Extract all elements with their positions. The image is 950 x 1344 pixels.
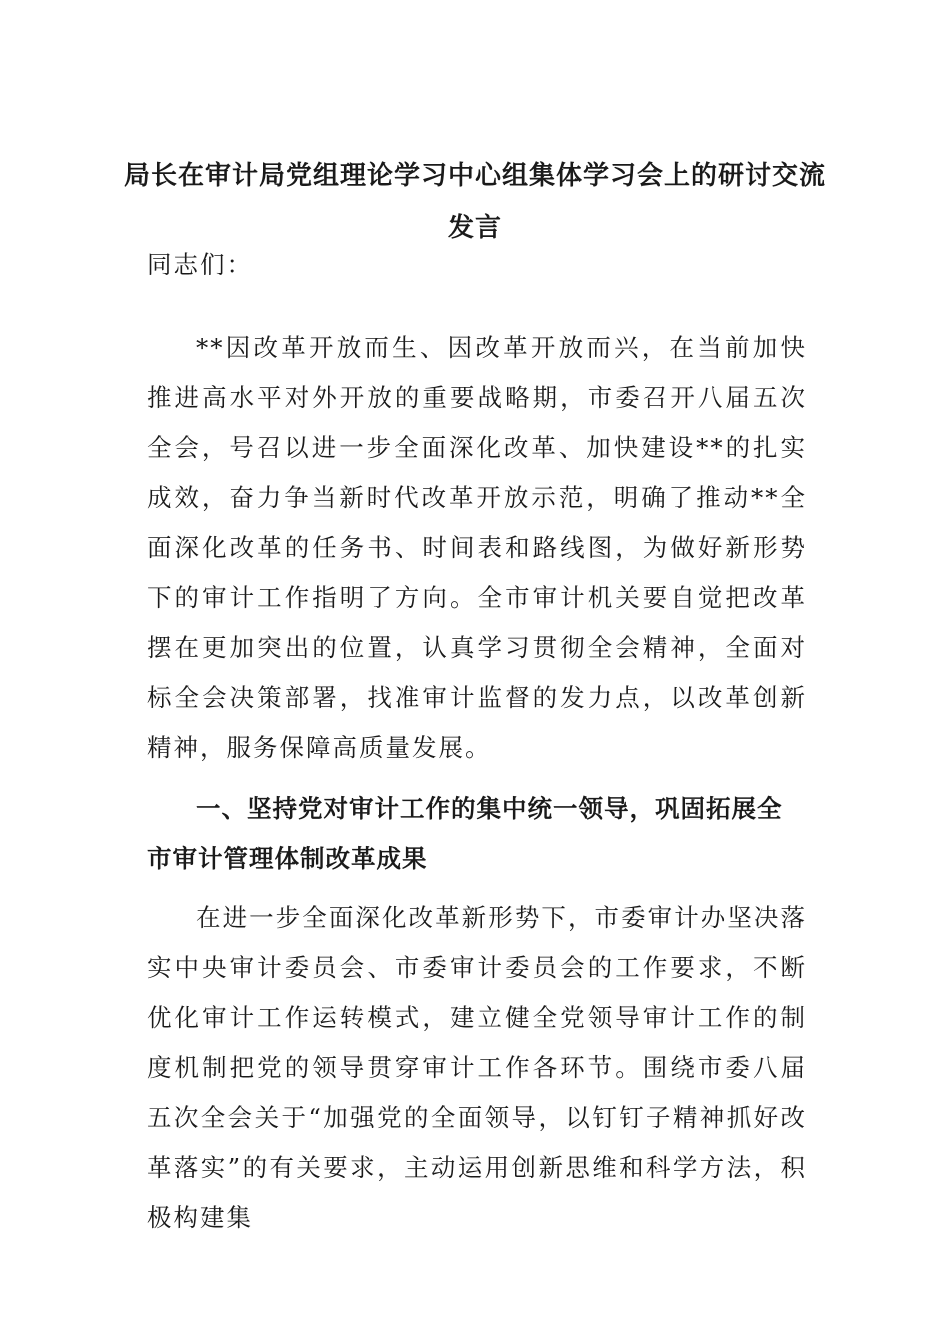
salutation: 同志们：	[147, 250, 253, 279]
section-heading-1: 一、坚持党对审计工作的集中统一领导，巩固拓展全市审计管理体制改革成果	[147, 794, 783, 873]
document-title: 局长在审计局党组理论学习中心组集体学习会上的研讨交流发言	[123, 161, 826, 243]
paragraph-section-1: 在进一步全面深化改革新形势下，市委审计办坚决落实中央审计委员会、市委审计委员会的工作要求，不断优化审计工作运转模式，建立健全党领导审计工作的制度机制把党的领导贯穿审计工作各环节。围绕市委八届五次全会关于“加强党的全面领导，以钉钉子精神抓好改革落实”的有关要求，主动运用创新思维和科学方法，积极构建集	[147, 903, 807, 1232]
paragraph-intro: **因改革开放而生、因改革开放而兴，在当前加快推进高水平对外开放的重要战略期，市委召开八届五次全会，号召以进一步全面深化改革、加快建设**的扎实成效，奋力争当新时代改革开放示范，明确了推动**全面深化改革的任务书、时间表和路线图，为做好新形势下的审计工作指明了方向。全市审计机关要自觉把改革摆在更加突出的位置，认真学习贯彻全会精神，全面对标全会决策部署，找准审计监督的发力点，以改革创新精神，服务保障高质量发展。	[147, 333, 807, 762]
